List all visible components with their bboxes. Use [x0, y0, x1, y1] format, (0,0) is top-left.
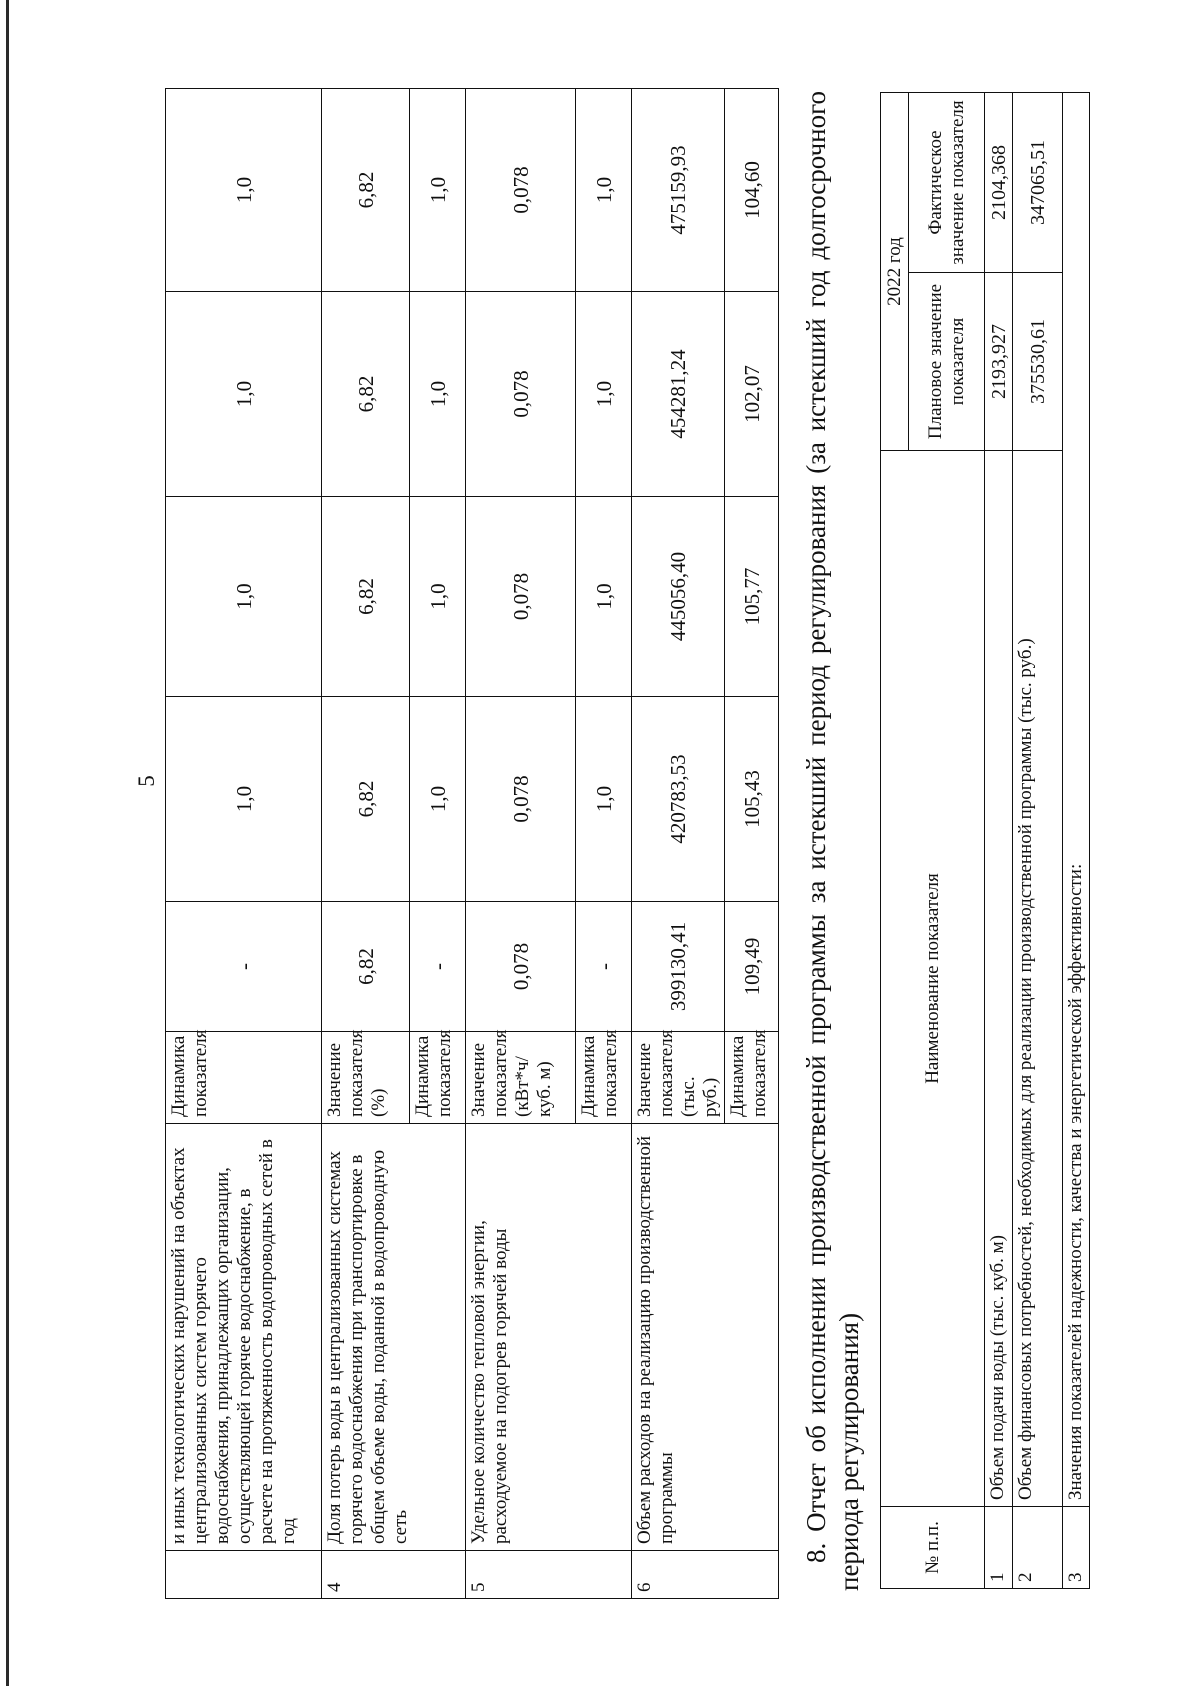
- table-cell: 1,0: [410, 89, 466, 292]
- indicator-type: Динамика показателя: [576, 1032, 632, 1124]
- table-row: [1063, 92, 1090, 1588]
- table-cell: 347065,51: [1013, 92, 1063, 272]
- column-header-planned: Плановое значение показателя: [909, 273, 985, 451]
- table-row: [1013, 92, 1063, 1588]
- indicator-type: Значение показателя (кВт*ч/куб. м): [466, 1032, 576, 1124]
- table-cell: 1,0: [166, 292, 322, 497]
- table-cell: 6,82: [322, 697, 410, 902]
- row-number: 2: [1013, 1507, 1063, 1589]
- indicator-name: Объем финансовых потребностей, необходимых для реализации производственной программы (тыс. руб.): [1013, 451, 1063, 1507]
- indicator-type: Динамика показателя: [166, 1032, 322, 1124]
- table-cell: 6,82: [322, 89, 410, 292]
- table-cell: 102,07: [725, 292, 779, 497]
- table-cell: 0,078: [466, 89, 576, 292]
- column-header-name: Наименование показателя: [881, 451, 985, 1507]
- section-heading: 8. Отчет об исполнении производственной программы за истекший период регулирования (за истекший год долгосрочного периода регулирования): [801, 91, 864, 1591]
- table-cell: 2193,927: [985, 273, 1013, 451]
- table-row: [466, 89, 576, 1599]
- table-cell: 6,82: [322, 292, 410, 497]
- table-cell: 454281,24: [632, 292, 725, 497]
- indicator-type: Значение показателя (%): [322, 1032, 410, 1124]
- table-cell: 104,60: [725, 89, 779, 292]
- table-cell: 475159,93: [632, 89, 725, 292]
- table-cell: 1,0: [166, 697, 322, 902]
- table-cell: -: [166, 902, 322, 1032]
- indicators-table: [165, 88, 779, 1599]
- table-row: [632, 89, 725, 1599]
- indicator-name: Объем расходов на реализацию производственной программы: [632, 1124, 779, 1551]
- table-cell: 1,0: [166, 89, 322, 292]
- table-cell: 6,82: [322, 497, 410, 697]
- table-header-row: [881, 92, 909, 1588]
- table-row: [985, 92, 1013, 1588]
- table-row: [166, 89, 322, 1599]
- indicator-name: Удельное количество тепловой энергии, расходуемое на подогрев горячей воды: [466, 1124, 632, 1551]
- table-cell: 0,078: [466, 497, 576, 697]
- indicator-name: Значения показателей надежности, качества и энергетической эффективности:: [1063, 92, 1090, 1506]
- row-number: 4: [322, 1551, 466, 1599]
- table-cell: 420783,53: [632, 697, 725, 902]
- table-cell: 1,0: [576, 89, 632, 292]
- indicator-name: Объем подачи воды (тыс. куб. м): [985, 451, 1013, 1507]
- row-number: 1: [985, 1507, 1013, 1589]
- page-number: 5: [134, 775, 159, 787]
- table-cell: -: [410, 902, 466, 1032]
- table-cell: 105,43: [725, 697, 779, 902]
- table-cell: 1,0: [410, 497, 466, 697]
- indicator-type: Динамика показателя: [410, 1032, 466, 1124]
- column-header-number: № п.п.: [881, 1507, 985, 1589]
- table-cell: 1,0: [576, 292, 632, 497]
- row-number: [166, 1551, 322, 1599]
- table-cell: 1,0: [576, 497, 632, 697]
- table-row: [322, 89, 410, 1599]
- indicator-type: Значение показателя (тыс. руб.): [632, 1032, 725, 1124]
- table-cell: 399130,41: [632, 902, 725, 1032]
- table-cell: 109,49: [725, 902, 779, 1032]
- table-cell: 0,078: [466, 902, 576, 1032]
- table-cell: 1,0: [410, 697, 466, 902]
- table-cell: 1,0: [576, 697, 632, 902]
- table-cell: 0,078: [466, 292, 576, 497]
- indicator-name: и иных технологических нарушений на объектах централизованных систем горячего водоснабжения, принадлежащих организации, осуществляющей горячее водоснабжение, в расчете на протяженность водопроводных сетей в год: [166, 1124, 322, 1551]
- table-cell: -: [576, 902, 632, 1032]
- table-cell: 1,0: [166, 497, 322, 697]
- row-number: 6: [632, 1551, 779, 1599]
- column-header-actual: Фактическое значение показателя: [909, 92, 985, 272]
- row-number: 5: [466, 1551, 632, 1599]
- table-cell: 105,77: [725, 497, 779, 697]
- table-cell: 1,0: [410, 292, 466, 497]
- table-cell: 6,82: [322, 902, 410, 1032]
- column-header-year: 2022 год: [881, 92, 909, 450]
- table-cell: 375530,61: [1013, 273, 1063, 451]
- table-cell: 0,078: [466, 697, 576, 902]
- indicator-type: Динамика показателя: [725, 1032, 779, 1124]
- row-number: 3: [1063, 1507, 1090, 1589]
- table-cell: 445056,40: [632, 497, 725, 697]
- program-report-table: [880, 92, 1090, 1589]
- table-cell: 2104,368: [985, 92, 1013, 272]
- indicator-name: Доля потерь воды в централизованных системах горячего водоснабжения при транспортировке в общем объеме воды, поданной в водопроводную сеть: [322, 1124, 466, 1551]
